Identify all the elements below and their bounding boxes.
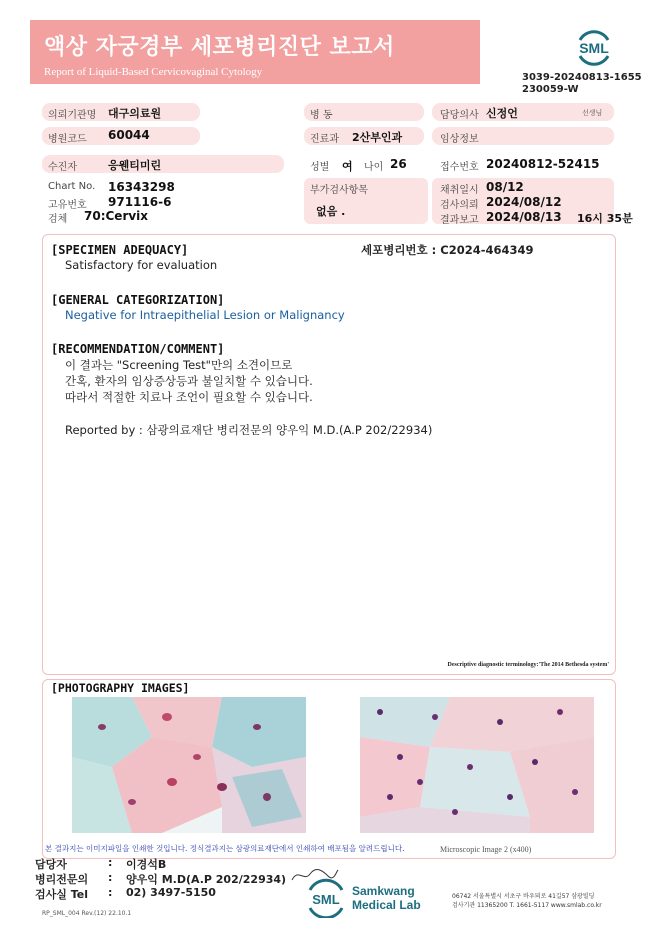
report-banner	[30, 20, 480, 84]
receipt-label: 접수번호	[440, 162, 479, 173]
collection-label: 채취일시	[440, 185, 479, 196]
doctor-label: 담당의사	[440, 110, 479, 121]
cytology-number: 세포병리번호 : C2024-464349	[361, 243, 534, 257]
address-line1: 06742 서울특별시 서초구 바우뫼로 41길57 삼광빌딩	[452, 893, 595, 900]
tel-colon: :	[108, 886, 113, 899]
image-caption-2: Microscopic Image 2 (x400)	[440, 845, 532, 854]
tech-colon: :	[108, 856, 113, 869]
pathologist-label: 병리전문의	[35, 873, 89, 886]
age-label: 나이	[364, 162, 384, 173]
samkwang-logo-icon	[304, 878, 348, 918]
institution-label: 의뢰기관명	[48, 110, 97, 121]
category-text: Negative for Intraepithelial Lesion or Malignancy	[65, 308, 345, 322]
clinical-info-label: 임상정보	[440, 134, 479, 145]
report-code	[522, 72, 642, 96]
unique-label: 고유번호	[48, 200, 87, 211]
brand-name	[352, 884, 421, 912]
specimen-label: 검체	[48, 214, 68, 225]
extra-tests-label: 부가검사항목	[310, 185, 368, 196]
form-code: RP_SML_004 Rev.(12) 22.10.1	[42, 910, 132, 917]
request-label: 검사의뢰	[440, 200, 479, 211]
age-value: 26	[390, 157, 407, 171]
doctor-suffix: 선생님	[582, 109, 603, 117]
result-time: 16시 35분	[577, 212, 633, 225]
report-title: 액상 자궁경부 세포병리진단 보고서	[44, 35, 395, 60]
ward-label: 병 동	[310, 110, 333, 121]
address-line2: 검사기관 11365200 T. 1661-5117 www.smlab.co.kr	[452, 902, 602, 909]
comment-heading: [RECOMMENDATION/COMMENT]	[51, 342, 225, 356]
brand-line2: Medical Lab	[352, 898, 421, 912]
print-notice: 본 결과지는 이미지파일을 인쇄한 것입니다. 정식결과지는 삼광의료재단에서 인쇄하여 배포됨을 알려드립니다.	[45, 844, 405, 853]
sex-label: 성별	[310, 162, 330, 173]
category-heading: [GENERAL CATEGORIZATION]	[51, 293, 225, 307]
tech-label: 담당자	[35, 858, 67, 871]
report-code-line2: 230059-W	[522, 84, 579, 95]
patient-label: 수진자	[48, 162, 77, 173]
microscopic-image-2	[360, 697, 594, 833]
tel-value: 02) 3497-5150	[126, 886, 216, 899]
result-value: 2024/08/13	[486, 210, 562, 224]
patient-value: 응웬티미린	[108, 159, 162, 172]
microscopic-image-1	[72, 697, 306, 833]
reported-by: Reported by : 삼광의료재단 병리전문의 양우익 M.D.(A.P 202/22934)	[65, 423, 433, 437]
collection-value: 08/12	[486, 180, 524, 194]
chart-value: 16343298	[108, 180, 175, 194]
report-subtitle: Report of Liquid-Based Cervicovaginal Cytology	[44, 66, 263, 78]
svg-text:SML: SML	[312, 892, 340, 907]
logo-text: SML	[579, 40, 609, 56]
brand-line1: Samkwang	[352, 884, 415, 898]
receipt-value: 20240812-52415	[486, 157, 600, 171]
comment-line2: 간혹, 환자의 임상증상등과 불일치할 수 있습니다.	[65, 374, 313, 388]
tel-label: 검사실 Tel	[35, 888, 88, 901]
pathologist-value: 양우익 M.D(A.P 202/22934)	[126, 873, 287, 886]
comment-line3: 따라서 적절한 치료나 조언이 필요할 수 있습니다.	[65, 390, 313, 404]
adequacy-text: Satisfactory for evaluation	[65, 258, 218, 272]
report-body	[42, 234, 616, 675]
address-block	[452, 892, 602, 910]
comment-line1: 이 결과는 "Screening Test"만의 소견이므로	[65, 358, 293, 372]
tech-value: 이경석B	[126, 858, 167, 871]
report-code-line1: 3039-20240813-1655	[522, 72, 642, 83]
patient-pill	[42, 155, 284, 173]
hospital-code-label: 병원코드	[48, 134, 87, 145]
specimen-value: 70:Cervix	[84, 209, 149, 223]
photo-heading: [PHOTOGRAPHY IMAGES]	[51, 681, 190, 695]
doctor-value: 신정언	[486, 107, 518, 120]
unique-value: 971116-6	[108, 195, 172, 209]
pathologist-colon: :	[108, 871, 113, 884]
terminology-note: Descriptive diagnostic terminology:'The 2014 Bethesda system'	[447, 662, 609, 668]
department-label: 진료과	[310, 134, 339, 145]
extra-tests-value: 없음 .	[316, 205, 346, 218]
request-value: 2024/08/12	[486, 195, 562, 209]
sex-value: 여	[342, 160, 353, 173]
sml-logo	[574, 30, 614, 66]
result-label: 결과보고	[440, 215, 479, 226]
chart-label: Chart No.	[48, 181, 96, 192]
department-value: 2산부인과	[352, 131, 403, 144]
adequacy-heading: [SPECIMEN ADEQUACY]	[51, 243, 189, 257]
institution-value: 대구의료원	[108, 107, 162, 120]
hospital-code-value: 60044	[108, 128, 150, 142]
